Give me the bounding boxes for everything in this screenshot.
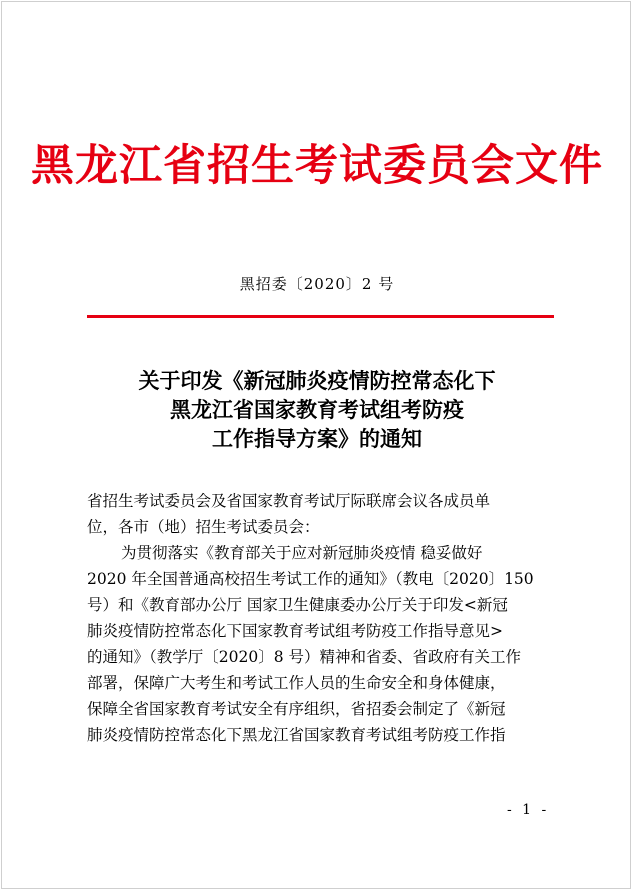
paragraph-line: 为贯彻落实《教育部关于应对新冠肺炎疫情 稳妥做好	[121, 544, 483, 562]
paragraph-line: 肺炎疫情防控常态化下国家教育考试组考防疫工作指导意见>	[87, 622, 503, 640]
paragraph-line: 保障全省国家教育考试安全有序组织，省招委会制定了《新冠	[87, 700, 506, 718]
addressee-line: 省招生考试委员会及省国家教育考试厅际联席会议各成员单	[87, 492, 491, 510]
paragraph-line: 2020 年全国普通高校招生考试工作的通知》（教电〔2020〕150	[87, 570, 534, 588]
notice-title-line: 关于印发《新冠肺炎疫情防控常态化下	[138, 368, 496, 393]
document-header-title: 黑龙江省招生考试委员会文件	[31, 141, 603, 191]
addressee-line: 位，各市（地）招生考试委员会：	[87, 518, 320, 536]
notice-title-line: 工作指导方案》的通知	[212, 426, 422, 451]
paragraph-line: 的通知》（教学厅〔2020〕8 号）精神和省委、省政府有关工作	[87, 648, 521, 666]
red-divider-line	[87, 315, 554, 318]
notice-title-line: 黑龙江省国家教育考试组考防疫	[170, 397, 464, 422]
addressee-block	[87, 488, 545, 540]
body-paragraph	[87, 540, 545, 748]
page-number: - 1 -	[507, 802, 550, 818]
document-number: 黑招委〔2020〕2 号	[239, 275, 395, 293]
notice-title	[0, 366, 634, 453]
paragraph-line: 号）和《教育部办公厅 国家卫生健康委办公厅关于印发<新冠	[87, 596, 508, 614]
paragraph-line: 部署，保障广大考生和考试工作人员的生命安全和身体健康，	[87, 674, 506, 692]
paragraph-line: 肺炎疫情防控常态化下黑龙江省国家教育考试组考防疫工作指	[87, 726, 506, 744]
